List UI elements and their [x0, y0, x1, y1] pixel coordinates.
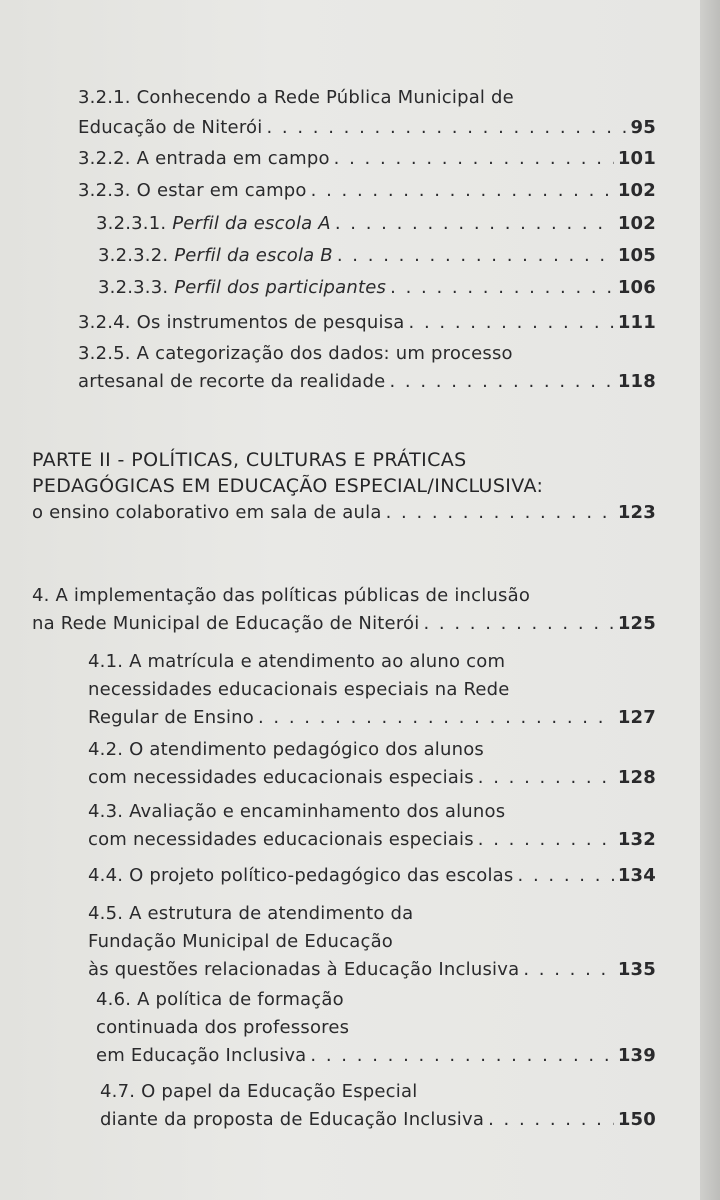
- toc-title-line-1: Avaliação e encaminhamento dos alunos: [129, 801, 506, 822]
- leader-dots: [409, 309, 614, 337]
- toc-page-number: 125: [617, 613, 656, 634]
- page-edge: [700, 0, 720, 1200]
- toc-number: 3.2.5.: [78, 343, 131, 364]
- toc-title: O projeto político-pedagógico das escolas: [129, 865, 514, 886]
- toc-title-line-1: Conhecendo a Rede Pública Municipal de: [136, 87, 514, 108]
- part-heading-line-1: PARTE II - POLÍTICAS, CULTURAS E PRÁTICAS: [32, 449, 467, 471]
- toc-number: 4.3.: [88, 801, 124, 822]
- toc-title-line-1: A implementação das políticas públicas de inclusão: [55, 585, 531, 606]
- toc-number: 4.6.: [96, 989, 132, 1010]
- toc-title-line-3: às questões relacionadas à Educação Inclusiva: [88, 959, 520, 980]
- toc-title-line-1: A estrutura de atendimento da: [129, 903, 414, 924]
- toc-number: 4.2.: [88, 739, 124, 760]
- leader-dots: [386, 499, 614, 527]
- leader-dots: [390, 274, 614, 302]
- toc-entry-4-6: [96, 986, 656, 1070]
- toc-page-number: 105: [617, 245, 656, 266]
- leader-dots: [478, 826, 614, 854]
- toc-number: 4.7.: [100, 1081, 136, 1102]
- toc-number: 4.5.: [88, 903, 124, 924]
- leader-dots: [266, 114, 626, 142]
- leader-dots: [523, 956, 614, 984]
- toc-page-number: 135: [617, 959, 656, 980]
- toc-page-number: 123: [617, 502, 656, 523]
- toc-entry-3-2-1: [78, 84, 656, 142]
- toc-title: Perfil dos participantes: [174, 277, 387, 298]
- toc-title-line-1: A política de formação: [137, 989, 344, 1010]
- toc-title: Os instrumentos de pesquisa: [136, 312, 405, 333]
- toc-title-line-1: O papel da Educação Especial: [141, 1081, 418, 1102]
- toc-title: O estar em campo: [136, 180, 307, 201]
- toc-title-line-1: O atendimento pedagógico dos alunos: [129, 739, 485, 760]
- toc-title-line-1: A matrícula e atendimento ao aluno com: [129, 651, 506, 672]
- toc-page-number: 102: [617, 180, 656, 201]
- toc-entry-3-2-3: [78, 177, 656, 205]
- toc-entry-4-1: [88, 648, 656, 732]
- toc-page-number: 134: [617, 865, 656, 886]
- toc-title-line-2: diante da proposta de Educação Inclusiva: [100, 1109, 485, 1130]
- toc-page-number: 106: [617, 277, 656, 298]
- toc-title: Perfil da escola B: [174, 245, 333, 266]
- toc-number: 3.2.4.: [78, 312, 131, 333]
- toc-page-number: 118: [617, 371, 656, 392]
- toc-title-line-2: necessidades educacionais especiais na Rede: [88, 679, 510, 700]
- toc-title-line-2: com necessidades educacionais especiais: [88, 767, 474, 788]
- toc-title: A entrada em campo: [136, 148, 330, 169]
- toc-title-line-3: em Educação Inclusiva: [96, 1045, 307, 1066]
- leader-dots: [310, 1042, 613, 1070]
- leader-dots: [488, 1106, 614, 1134]
- leader-dots: [334, 145, 614, 173]
- leader-dots: [423, 610, 613, 638]
- toc-number: 3.2.2.: [78, 148, 131, 169]
- toc-entry-3-2-3-2: [98, 242, 656, 270]
- toc-number: 3.2.3.2.: [98, 245, 169, 266]
- toc-entry-4-5: [88, 900, 656, 984]
- toc-title-line-2: artesanal de recorte da realidade: [78, 371, 386, 392]
- toc-number: 4.: [32, 585, 50, 606]
- toc-entry-4: [32, 582, 656, 638]
- toc-entry-4-3: [88, 798, 656, 854]
- toc-entry-4-7: [100, 1078, 656, 1134]
- toc-title-line-2: com necessidades educacionais especiais: [88, 829, 474, 850]
- toc-entry-3-2-2: [78, 145, 656, 173]
- toc-title-line-2: Fundação Municipal de Educação: [88, 931, 394, 952]
- toc-entry-4-4: [88, 862, 656, 890]
- toc-number: 4.4.: [88, 865, 124, 886]
- toc-entry-3-2-3-1: [96, 210, 656, 238]
- toc-page-number: 111: [617, 312, 656, 333]
- toc-title-line-3: Regular de Ensino: [88, 707, 254, 728]
- toc-title: Perfil da escola A: [172, 213, 331, 234]
- toc-title-line-2: na Rede Municipal de Educação de Niterói: [32, 613, 420, 634]
- toc-title-line-1: A categorização dos dados: um processo: [136, 343, 513, 364]
- leader-dots: [518, 862, 614, 890]
- toc-title-line-2: continuada dos professores: [96, 1017, 350, 1038]
- toc-entry-4-2: [88, 736, 656, 792]
- toc-entry-3-2-4: [78, 309, 656, 337]
- part-heading-line-2: PEDAGÓGICAS EM EDUCAÇÃO ESPECIAL/INCLUSIVA:: [32, 475, 544, 497]
- toc-page-number: 101: [617, 148, 656, 169]
- toc-number: 3.2.1.: [78, 87, 131, 108]
- toc-title-line-2: Educação de Niterói: [78, 117, 263, 138]
- part-subtitle: o ensino colaborativo em sala de aula: [32, 502, 382, 523]
- toc-number: 3.2.3.3.: [98, 277, 169, 298]
- leader-dots: [258, 704, 614, 732]
- toc-entry-part-2: [32, 499, 656, 527]
- leader-dots: [311, 177, 614, 205]
- toc-number: 3.2.3.: [78, 180, 131, 201]
- leader-dots: [335, 210, 614, 238]
- toc-page-number: 127: [617, 707, 656, 728]
- toc-page-number: 132: [617, 829, 656, 850]
- toc-page-number: 150: [617, 1109, 656, 1130]
- toc-entry-3-2-3-3: [98, 274, 656, 302]
- leader-dots: [389, 368, 613, 396]
- part-heading: [32, 447, 656, 499]
- leader-dots: [478, 764, 614, 792]
- toc-page-number: 102: [617, 213, 656, 234]
- toc-number: 3.2.3.1.: [96, 213, 167, 234]
- toc-page-number: 128: [617, 767, 656, 788]
- toc-page-number: 95: [630, 117, 656, 138]
- toc-number: 4.1.: [88, 651, 124, 672]
- toc-entry-3-2-5: [78, 340, 656, 396]
- toc-page-number: 139: [617, 1045, 656, 1066]
- leader-dots: [337, 242, 614, 270]
